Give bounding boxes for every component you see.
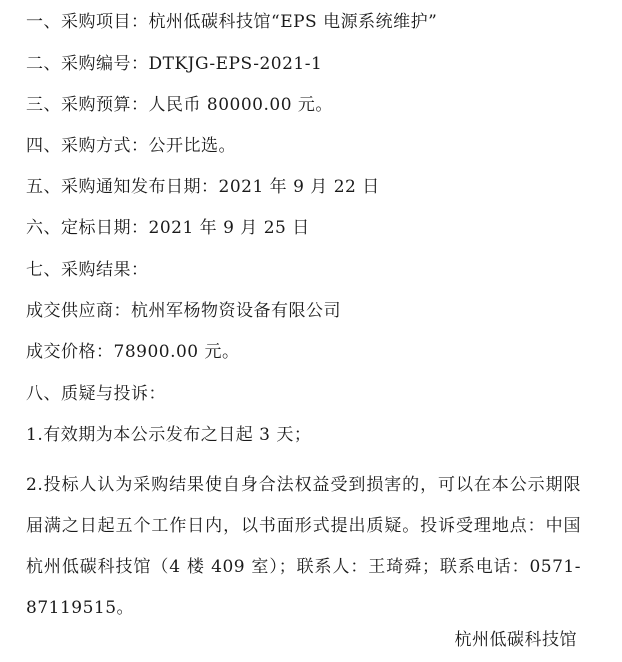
- procurement-number-line: 二、采购编号：DTKJG-EPS-2021-1: [26, 54, 323, 74]
- winning-supplier-line: 成交供应商：杭州军杨物资设备有限公司: [26, 301, 341, 321]
- award-date-line: 六、定标日期：2021 年 9 月 25 日: [26, 218, 310, 238]
- validity-clause: 1.有效期为本公示发布之日起 3 天；: [26, 425, 312, 445]
- procurement-budget-line: 三、采购预算：人民币 80000.00 元。: [26, 95, 333, 115]
- issuer-signature: 杭州低碳科技馆: [454, 630, 577, 650]
- complaint-procedure-paragraph: 2.投标人认为采购结果使自身合法权益受到损害的，可以在本公示期限届满之日起五个工作日内，以书面形式提出质疑。投诉受理地点：中国杭州低碳科技馆（4 楼 409 室）；联系人：王琦舜；联系电话：0571-87119515。: [26, 475, 581, 618]
- procurement-project-line: 一、采购项目：杭州低碳科技馆“EPS 电源系统维护”: [26, 12, 438, 32]
- procurement-result-heading: 七、采购结果：: [26, 260, 149, 280]
- procurement-method-line: 四、采购方式：公开比选。: [26, 136, 236, 156]
- notice-publish-date-line: 五、采购通知发布日期：2021 年 9 月 22 日: [26, 177, 380, 197]
- transaction-price-line: 成交价格：78900.00 元。: [26, 342, 240, 362]
- complaints-heading: 八、质疑与投诉：: [26, 384, 166, 404]
